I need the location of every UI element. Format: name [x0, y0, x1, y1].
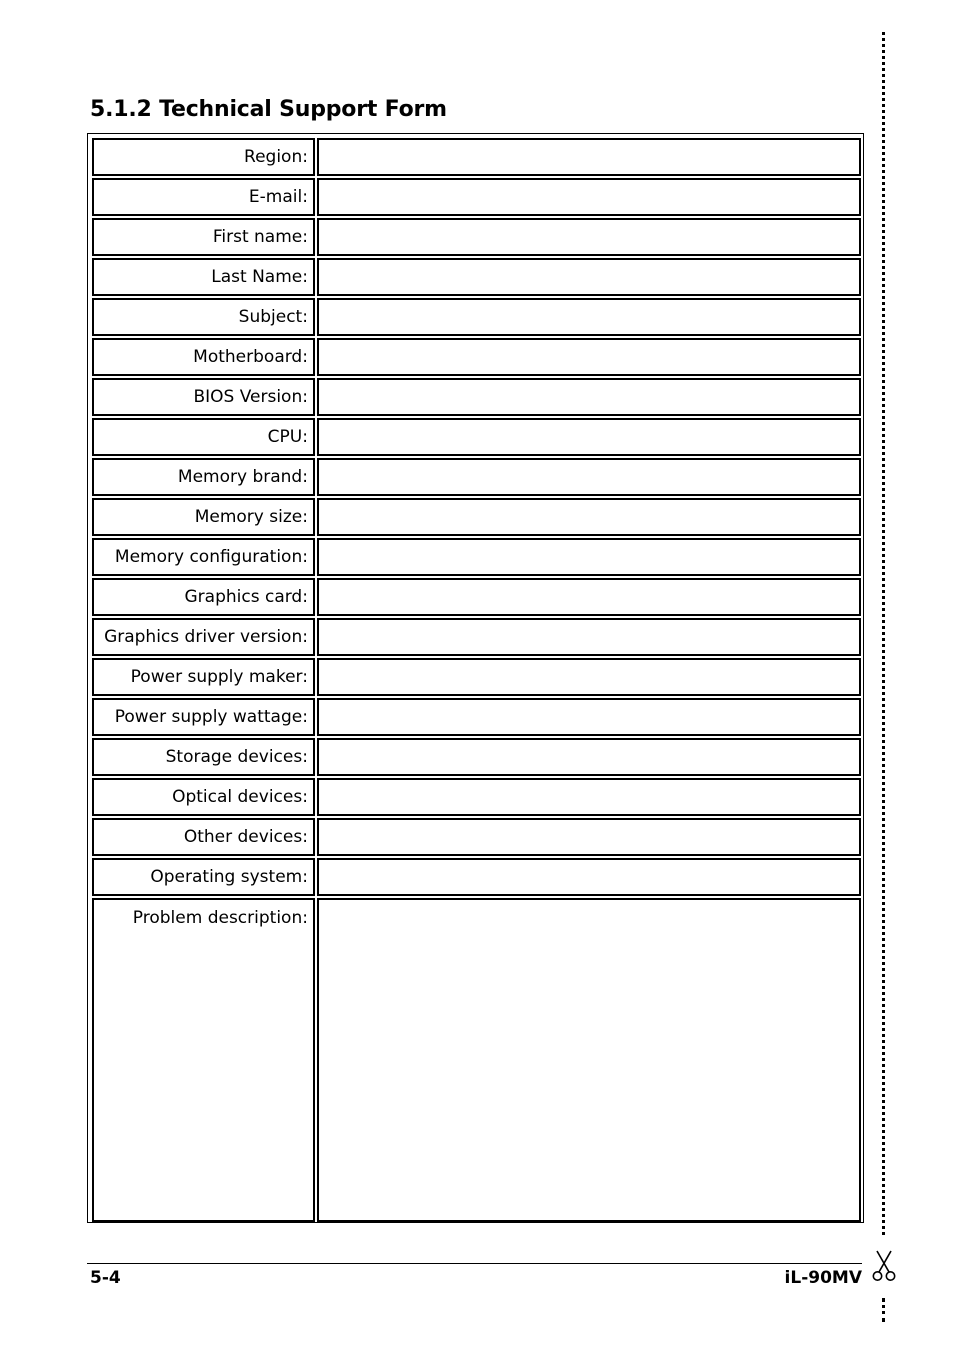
support-form-table: [90, 136, 863, 1224]
form-row-memory-configuration: [92, 538, 861, 576]
field-label-region: Region:: [92, 138, 315, 176]
field-label-graphics-driver-version: Graphics driver version:: [92, 618, 315, 656]
form-row-graphics-card: [92, 578, 861, 616]
field-value-graphics-card[interactable]: [317, 578, 861, 616]
form-row-subject: [92, 298, 861, 336]
scissors-icon: [871, 1250, 897, 1284]
form-row-problem-description: [92, 898, 861, 1222]
form-row-power-supply-maker: [92, 658, 861, 696]
field-label-graphics-card: Graphics card:: [92, 578, 315, 616]
field-label-last-name: Last Name:: [92, 258, 315, 296]
form-row-bios-version: [92, 378, 861, 416]
field-label-power-supply-wattage: Power supply wattage:: [92, 698, 315, 736]
field-label-first-name: First name:: [92, 218, 315, 256]
field-label-memory-size: Memory size:: [92, 498, 315, 536]
field-value-cpu[interactable]: [317, 418, 861, 456]
footer-divider: [87, 1263, 862, 1264]
field-value-memory-size[interactable]: [317, 498, 861, 536]
field-value-subject[interactable]: [317, 298, 861, 336]
field-label-optical-devices: Optical devices:: [92, 778, 315, 816]
field-value-last-name[interactable]: [317, 258, 861, 296]
field-value-problem-description[interactable]: [317, 898, 861, 1222]
field-value-storage-devices[interactable]: [317, 738, 861, 776]
form-row-cpu: [92, 418, 861, 456]
field-label-motherboard: Motherboard:: [92, 338, 315, 376]
field-value-first-name[interactable]: [317, 218, 861, 256]
form-row-motherboard: [92, 338, 861, 376]
form-row-other-devices: [92, 818, 861, 856]
form-row-optical-devices: [92, 778, 861, 816]
field-label-problem-description: Problem description:: [92, 898, 315, 1222]
field-value-power-supply-maker[interactable]: [317, 658, 861, 696]
page-number: 5-4: [90, 1268, 121, 1288]
field-value-graphics-driver-version[interactable]: [317, 618, 861, 656]
support-form: [87, 133, 864, 1223]
form-row-operating-system: [92, 858, 861, 896]
field-label-bios-version: BIOS Version:: [92, 378, 315, 416]
field-label-cpu: CPU:: [92, 418, 315, 456]
field-label-power-supply-maker: Power supply maker:: [92, 658, 315, 696]
field-value-memory-brand[interactable]: [317, 458, 861, 496]
model-name: iL-90MV: [784, 1268, 862, 1288]
form-row-email: [92, 178, 861, 216]
field-label-memory-brand: Memory brand:: [92, 458, 315, 496]
field-label-operating-system: Operating system:: [92, 858, 315, 896]
field-value-operating-system[interactable]: [317, 858, 861, 896]
form-row-storage-devices: [92, 738, 861, 776]
form-row-last-name: [92, 258, 861, 296]
field-value-optical-devices[interactable]: [317, 778, 861, 816]
field-value-memory-configuration[interactable]: [317, 538, 861, 576]
field-label-memory-configuration: Memory configuration:: [92, 538, 315, 576]
cut-line-upper: [882, 32, 885, 1235]
form-row-memory-size: [92, 498, 861, 536]
section-title: 5.1.2 Technical Support Form: [90, 97, 447, 122]
field-value-email[interactable]: [317, 178, 861, 216]
form-row-region: [92, 138, 861, 176]
field-label-storage-devices: Storage devices:: [92, 738, 315, 776]
field-label-subject: Subject:: [92, 298, 315, 336]
field-value-bios-version[interactable]: [317, 378, 861, 416]
form-row-power-supply-wattage: [92, 698, 861, 736]
field-label-other-devices: Other devices:: [92, 818, 315, 856]
form-row-memory-brand: [92, 458, 861, 496]
form-row-graphics-driver-version: [92, 618, 861, 656]
form-row-first-name: [92, 218, 861, 256]
field-value-power-supply-wattage[interactable]: [317, 698, 861, 736]
field-label-email: E-mail:: [92, 178, 315, 216]
field-value-other-devices[interactable]: [317, 818, 861, 856]
cut-line-lower: [882, 1298, 885, 1322]
field-value-motherboard[interactable]: [317, 338, 861, 376]
field-value-region[interactable]: [317, 138, 861, 176]
